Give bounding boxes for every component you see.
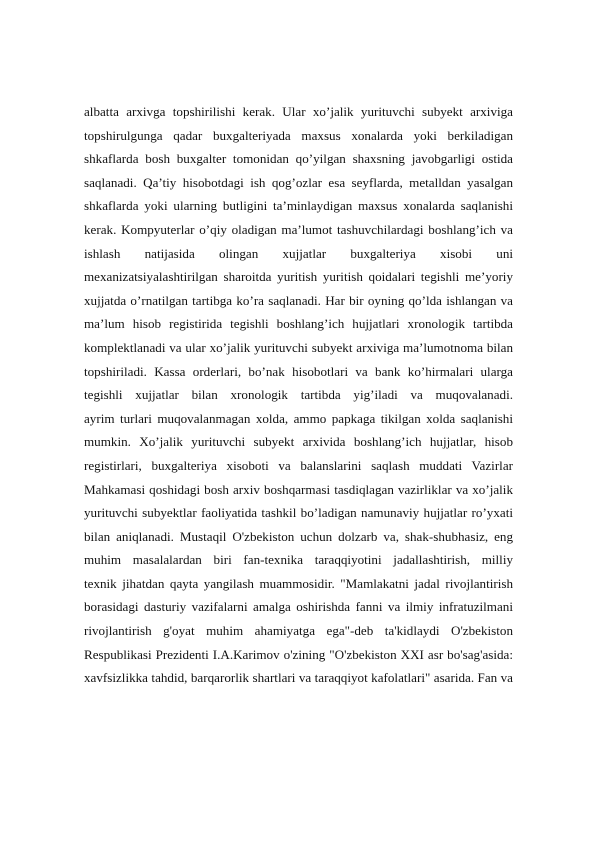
text-line: bilan aniqlanadi. Mustaqil O'zbekiston uchun dolzarb va, shak-shubhasiz, eng [84, 528, 513, 544]
text-line: xavfsizlikka tahdid, barqarorlik shartlari va taraqqiyot kafolatlari" asarida. Fan va [84, 670, 513, 686]
text-line: texnik jihatdan qayta yangilash muammosidir. "Mamlakatni jadal rivojlantirish [84, 575, 513, 591]
text-line: registirlari, buxgalteriya xisoboti va balanslarini saqlash muddati Vazirlar [84, 457, 513, 473]
text-line: rivojlantirish g'oyat muhim ahamiyatga ega"-deb ta'kidlaydi O'zbekiston [84, 623, 513, 639]
text-line: shkaflarda bosh buxgalter tomonidan qo’yilgan shaxsning javobgarligi ostida [84, 151, 513, 167]
text-line: ayrim turlari muqovalanmagan xolda, ammo papkaga tikilgan xolda saqlanishi [84, 410, 513, 426]
text-line: Mahkamasi qoshidagi bosh arxiv boshqarmasi tasdiqlagan vazirliklar va xo’jalik [84, 481, 513, 497]
text-line: muhim masalalardan biri fan-texnika taraqqiyotini jadallashtirish, milliy [84, 552, 513, 568]
text-line: borasidagi dasturiy vazifalarni amalga oshirishda fanni va ilmiy infratuzilmani [84, 599, 513, 615]
text-line: mumkin. Xo’jalik yurituvchi subyekt arxivida boshlang’ich hujjatlar, hisob [84, 434, 513, 450]
text-line: saqlanadi. Qa’tiy hisobotdagi ish qog’ozlar esa seyflarda, metalldan yasalgan [84, 174, 513, 190]
text-line: mexanizatsiyalashtirilgan sharoitda yuritish yuritish qoidalari tegishli me’yoriy [84, 269, 513, 285]
text-line: topshiriladi. Kassa orderlari, bo’nak hisobotlari va bank ko’hirmalari ularga [84, 363, 513, 379]
text-line: Respublikasi Prezidenti I.A.Karimov o'zining "O'zbekiston XXI asr bo'sag'asida: [84, 646, 513, 662]
text-line: tegishli xujjatlar bilan xronologik tartibda yig’iladi va muqovalanadi. [84, 387, 513, 403]
text-line: topshirulgunga qadar buxgalteriyada maxsus xonalarda yoki berkiladigan [84, 127, 513, 143]
text-line: ishlash natijasida olingan xujjatlar buxgalteriya xisobi uni [84, 245, 513, 261]
text-line: shkaflarda yoki ularning butligini ta’minlaydigan maxsus xonalarda saqlanishi [84, 198, 513, 214]
text-line: ma’lum hisob registirida tegishli boshlang’ich hujjatlari xronologik tartibda [84, 316, 513, 332]
text-line: yurituvchi subyektlar faoliyatida tashkil bo’ladigan namunaviy hujjatlar ro’yxati [84, 505, 513, 521]
body-paragraph [84, 100, 513, 690]
text-line: kerak. Kompyuterlar o’qiy oladigan ma’lumot tashuvchilardagi boshlang’ich va [84, 221, 513, 237]
text-line: albatta arxivga topshirilishi kerak. Ular xo’jalik yurituvchi subyekt arxiviga [84, 104, 513, 119]
text-line: xujjatda o’rnatilgan tartibga ko’ra saqlanadi. Har bir oyning qo’lda ishlangan va [84, 292, 513, 308]
text-line: komplektlanadi va ular xo’jalik yurituvchi subyekt arxiviga ma’lumotnoma bilan [84, 339, 513, 355]
